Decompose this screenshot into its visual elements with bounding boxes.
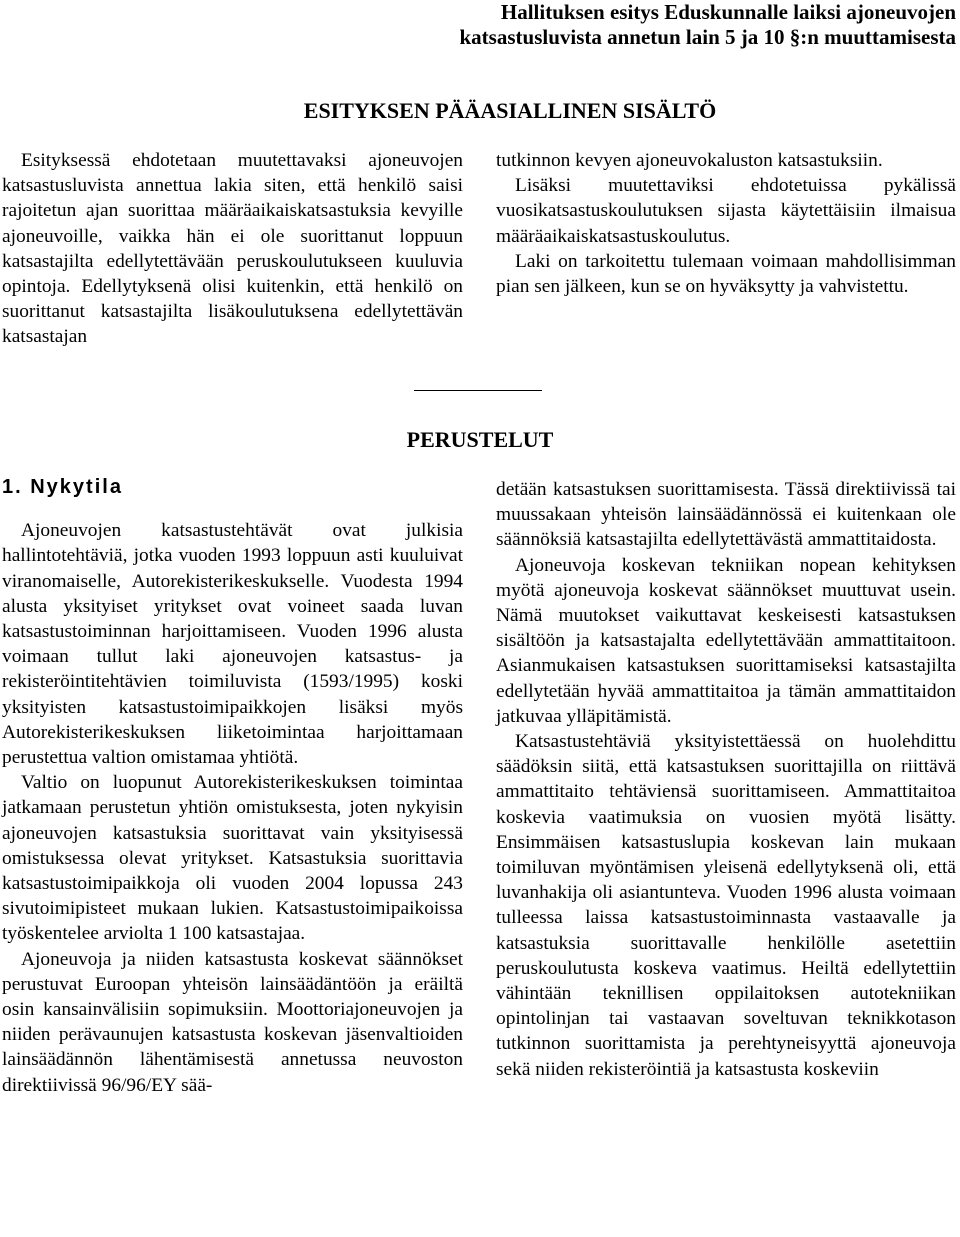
section-divider xyxy=(414,390,542,391)
body-paragraph: Ajoneuvoja ja niiden katsastusta koskevat säännökset perustuvat Euroopan yhteisön lainsäädäntöön ja eräiltä osin kansainvälisiin sopimuksiin. Moottoriajoneuvojen ja niiden perävaunujen katsastusta koskevan jäsenvaltioiden lainsäädännön lähentämisestä annetussa neuvoston direktiivissä 96/96/EY sää- xyxy=(2,948,463,1096)
body-paragraph-continued: detään katsastuksen suorittamisesta. Tässä direktiivissä tai muussakaan yhteisön lainsäädännössä ei kuitenkaan ole säännöksiä katsastajilta edellytettävästä ammattitaidosta. xyxy=(496,479,956,551)
header-line-2: katsastusluvista annetun lain 5 ja 10 §:n muuttamisesta xyxy=(459,25,956,49)
summary-paragraph-continued: tutkinnon kevyen ajoneuvokaluston katsastuksiin. xyxy=(496,150,883,171)
body-paragraph: Ajoneuvoja koskevan tekniikan nopean kehityksen myötä ajoneuvoja koskevat säännökset muuttuvat usein. Nämä muutokset vaikuttavat keskeisesti katsastuksen sisältöön ja katsastajalta edellytettävään ammattitaitoon. Asianmukaisen katsastuksen suorittamiseksi katsastajilta edellytetään hyvää ammattitaitoa ja tämän ammattitaidon jatkuvaa ylläpitämistä. xyxy=(496,554,956,727)
body-paragraph: Katsastustehtäviä yksityistettäessä on huolehdittu säädöksin siitä, että katsastuksen suorittajilla on riittävä ammattitaito tehtäviensä suorittamiseen. Ammattitaitoa koskevia vaatimuksia on vuosien myötä lisätty. Ensimmäisen katsastuslupia koskevan lain mukaan toimiluvan myöntämisen yleisenä edellytyksenä oli, että luvanhakija oli asiantunteva. Vuoden 1996 alusta voimaan tulleessa laissa katsastustoiminnasta vastaavalle ja katsastuksia suorittavalle henkilölle asetettiin peruskoulutusta koskeva vaatimus. Heiltä edellytettiin vähintään teknillisen oppilaitoksen autotekniikan opintolinjan tai vastaavan soveltuvan teknikkotason tutkinnon suorittamista ja perehtyneisyyttä ajoneuvoja sekä niiden rekisteröintiä ja katsastusta koskeviin xyxy=(496,731,956,1080)
body-paragraph: Valtio on luopunut Autorekisterikeskuksen toimintaa jatkamaan perustetun yhtiön omistuksesta, joten nykyisin ajoneuvojen katsastuksia suorittavat vain yksityisessä omistuksessa olevat yritykset. Katsastuksia suorittavia katsastustoimipaikkoja oli vuoden 2004 lopussa 243 sivutoimipisteet mukaan lukien. Katsastustoimipaikoissa työskentelee arviolta 1 100 katsastajaa. xyxy=(2,772,463,945)
perustelut-left-column xyxy=(2,475,463,1098)
document-header xyxy=(0,0,960,50)
header-line-1: Hallituksen esitys Eduskunnalle laiksi ajoneuvojen xyxy=(500,0,956,24)
section-heading: 1. Nykytila xyxy=(2,476,123,498)
summary-title: ESITYKSEN PÄÄASIALLINEN SISÄLTÖ xyxy=(303,98,717,123)
summary-left-column xyxy=(2,148,463,350)
body-paragraph: Ajoneuvojen katsastustehtävät ovat julkisia hallintotehtäviä, jotka vuoden 1993 loppuun asti kuuluivat viranomaiselle, Autorekisterikeskukselle. Vuodesta 1994 alusta yksityiset yritykset ovat voineet saada luvan katsastustoiminnan harjoittamiseen. Vuoden 1996 alusta voimaan tullut laki ajoneuvojen katsastus- ja rekisteröintitehtävien toimiluvista (1593/1995) koski yksityisten katsastustoimipaikkojen lisäksi myös Autorekisterikeskuksen liiketoimintaa harjoittamaan perustettua valtion omistamaa yhtiötä. xyxy=(2,520,463,769)
perustelut-right-column xyxy=(496,477,956,1082)
perustelut-title: PERUSTELUT xyxy=(406,427,554,452)
summary-paragraph: Lisäksi muutettaviksi ehdotetuissa pykälissä vuosikatsastuskoulutuksen sijasta käytettäisiin ilmaisua määräaikaiskatsastuskoulutus. xyxy=(496,175,956,247)
summary-paragraph: Esityksessä ehdotetaan muutettavaksi ajoneuvojen katsastusluvista annettua lakia siten, että henkilö saisi rajoitetun ajan suorittaa määräaikaiskatsastuksia kevyille ajoneuvoille, vaikka hän ei ole suorittanut loppuun katsastajilta edellytettävään peruskoulutukseen kuuluvia opintoja. Edellytyksenä olisi kuitenkin, että henkilö on suorittanut katsastajilta lisäkoulutuksena edellytettävän katsastajan xyxy=(2,150,463,348)
summary-right-column xyxy=(496,148,956,299)
summary-paragraph: Laki on tarkoitettu tulemaan voimaan mahdollisimman pian sen jälkeen, kun se on hyväksytty ja vahvistettu. xyxy=(496,250,956,298)
